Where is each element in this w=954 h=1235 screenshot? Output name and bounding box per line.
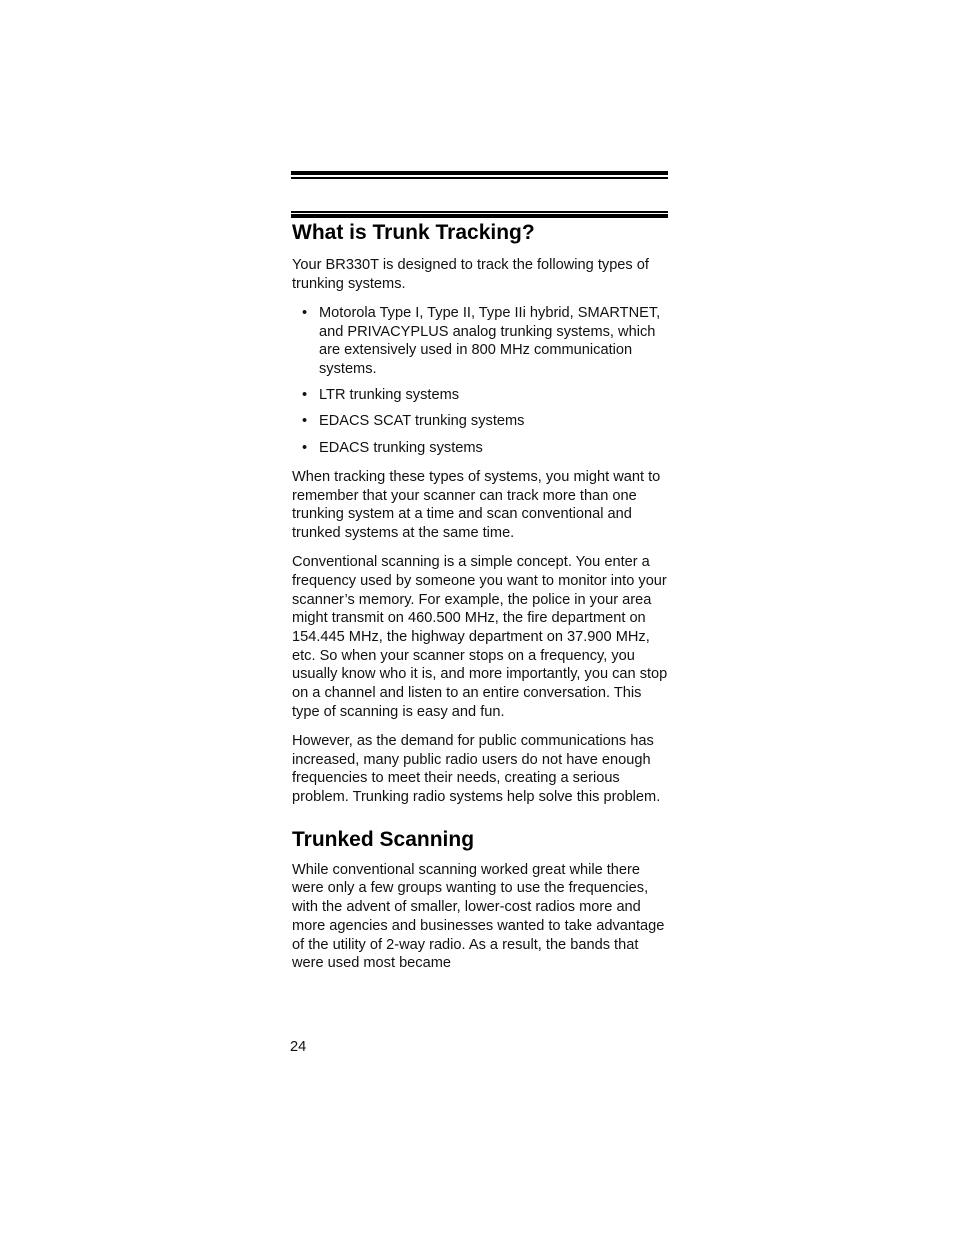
list-item [292,412,668,431]
page-number: 24 [290,1039,307,1055]
bullet-icon: • [302,413,308,430]
bullet-icon: • [302,304,308,321]
section-heading: What is Trunk Tracking? [292,221,535,244]
body-paragraph: Conventional scanning is a simple concept. You enter a frequency used by someone you want to monitor into your scanner’s memory. For example, the police in your area might transmit on 460.500 MHz, the fire department on 154.445 MHz, the highway department on 37.900 MHz, etc. So when your scanner stops on a frequency, you usually know who it is, and more importantly, you can stop on a channel and listen to an entire conversation. This type of scanning is easy and fun. [292,554,668,720]
list-item-text: EDACS SCAT trunking systems [319,413,525,430]
list-item [292,439,668,458]
body-paragraph: However, as the demand for public communications has increased, many public radio users do not have enough frequencies to meet their needs, creating a serious problem. Trunking radio systems help solve this problem. [292,732,661,806]
list-item [292,304,668,379]
body-paragraph: When tracking these types of systems, you might want to remember that your scanner can track more than one trunking system at a time and scan conventional and trunked systems at the same time. [292,468,661,541]
section-rule-thick [291,214,668,218]
list-item-text: Motorola Type I, Type II, Type IIi hybrid, SMARTNET, and PRIVACYPLUS analog trunking systems, which are extensively used in 800 MHz communication systems. [319,304,661,378]
header-rule-thin [291,177,668,179]
header-rule-thick [291,171,668,175]
subsection-paragraph: While conventional scanning worked great while there were only a few groups wanting to use the frequencies, with the advent of smaller, lower-cost radios more and more agencies and businesses wanted to take advantage of the utility of 2-way radio. As a result, the bands that were used most became [292,861,665,972]
list-item [292,386,668,405]
subsection-heading: Trunked Scanning [292,827,475,851]
intro-paragraph: Your BR330T is designed to track the following types of trunking systems. [292,257,649,292]
section-rule-thin [291,211,668,213]
list-item-text: LTR trunking systems [319,387,460,404]
text-column [292,219,668,984]
list-item-text: EDACS trunking systems [319,439,483,456]
trunking-systems-list [292,304,668,457]
bullet-icon: • [302,439,308,456]
bullet-icon: • [302,387,308,404]
